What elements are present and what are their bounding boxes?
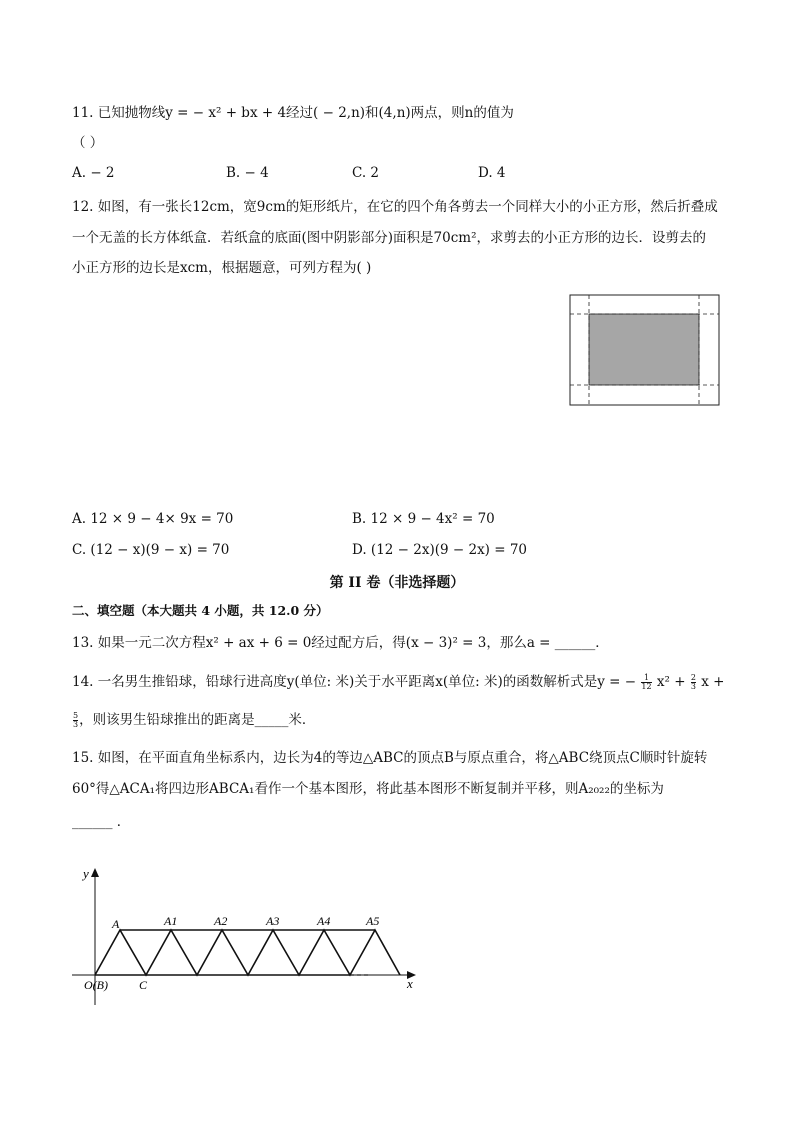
q12-line-3: 小正方形的边长是xcm，根据题意，可列方程为( ) xyxy=(72,260,372,276)
q14-line-1 xyxy=(72,672,724,692)
q11-option-d: D. 4 xyxy=(478,165,506,181)
q12-option-c: C. (12 − x)(9 − x) = 70 xyxy=(72,542,230,558)
q12-option-d: D. (12 − 2x)(9 − 2x) = 70 xyxy=(352,542,528,558)
point-a4-label: A4 xyxy=(317,914,331,928)
triangle-zigzag xyxy=(95,930,400,975)
q12-paper-figure xyxy=(569,294,721,406)
q11-stem: 11. 已知抛物线y = − x² + bx + 4经过( − 2,n)和(4,n)两点，则n的值为 xyxy=(72,105,514,121)
point-a1-label: A1 xyxy=(164,914,178,928)
q14-line-1-text: 14. 一名男生推铅球，铅球行进高度y(单位: 米)关于水平距离x(单位: 米)的函数解析式是y = − xyxy=(72,674,637,690)
q11-option-b: B. − 4 xyxy=(226,165,269,181)
fraction-5-3: $\frac{5}{3}$ xyxy=(73,711,79,729)
fraction-2-3: $\frac{2}{3}$ xyxy=(690,673,696,691)
q14-x-squared: x² + xyxy=(656,674,686,690)
y-axis-label: y xyxy=(83,866,89,881)
y-axis-arrow xyxy=(91,868,99,877)
q15-figure xyxy=(60,860,430,1010)
q15-line-1: 15. 如图，在平面直角坐标系内，边长为4的等边△ABC的顶点B与原点重合，将△ABC绕顶点C顺时针旋转 xyxy=(72,750,708,766)
point-a3-label: A3 xyxy=(266,914,280,928)
point-a5-label: A5 xyxy=(366,914,380,928)
point-a-label: A xyxy=(112,917,120,931)
q12-option-b: B. 12 × 9 − 4x² = 70 xyxy=(352,511,495,527)
fraction-1-12: $\frac{1}{12}$ xyxy=(641,673,652,691)
q14-line-2-text: ，则该男生铅球推出的距离是_____米． xyxy=(79,712,316,728)
point-a2-label: A2 xyxy=(214,914,228,928)
q14-line-2 xyxy=(72,710,315,730)
q11-option-a: A. − 2 xyxy=(72,165,115,181)
q14-x-plus: x + xyxy=(701,674,725,690)
q11-option-c: C. 2 xyxy=(352,165,380,181)
box-base-shaded xyxy=(589,314,699,385)
q12-line-1: 12. 如图，有一张长12cm，宽9cm的矩形纸片，在它的四个角各剪去一个同样大小的小正方形，然后折叠成 xyxy=(72,199,718,215)
section-heading: 二、填空题（本大题共 4 小题，共 12.0 分） xyxy=(72,603,329,618)
q15-line-2: 60°得△ACA₁将四边形ABCA₁看作一个基本图形，将此基本图形不断复制并平移，则A₂₀₂₂的坐标为 xyxy=(72,781,664,797)
point-c-label: C xyxy=(139,978,148,992)
q12-line-2: 一个无盖的长方体纸盒．若纸盒的底面(图中阴影部分)面积是70cm²，求剪去的小正方形的边长．设剪去的 xyxy=(72,230,706,246)
q11-answer-blank: （ ） xyxy=(72,135,104,151)
origin-label: O(B) xyxy=(84,978,108,992)
q15-line-3: ______ ． xyxy=(72,814,131,830)
q13-text: 13. 如果一元二次方程x² + ax + 6 = 0经过配方后，得(x − 3)² = 3，那么a = ______． xyxy=(72,635,609,651)
q12-option-a: A. 12 × 9 − 4× 9x = 70 xyxy=(72,511,234,527)
part2-title: 第 II 卷（非选择题） xyxy=(329,575,465,591)
x-axis-label: x xyxy=(407,976,413,991)
